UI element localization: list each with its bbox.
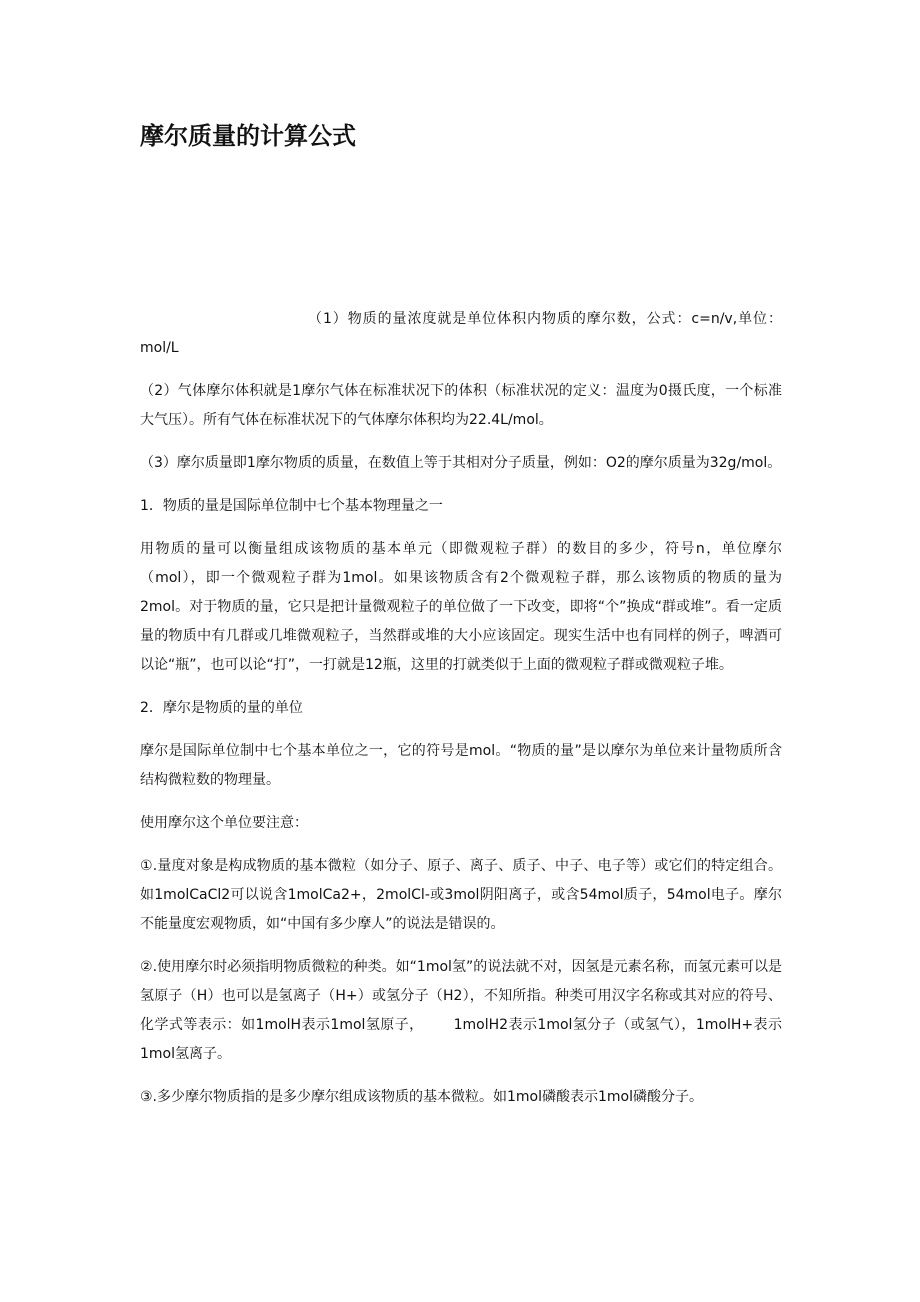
paragraph-usage-notes-heading: 使用摩尔这个单位要注意： bbox=[140, 815, 308, 831]
paragraph-note-2-part2: 1molH2表示1mol氢分子（或氢气），1molH+表示1mol氢离子。 bbox=[140, 1017, 782, 1062]
paragraph-note-2-part1: ②.使用摩尔时必须指明物质微粒的种类。如“1mol氢”的说法就不对，因氢是元素名称，而氢元素可以是氢原子（H）也可以是氢离子（H+）或氢分子（H2），不知所指。种类可用汉字名称或其对应的符号、化学式等表示：如1molH表示1mol氢原子， bbox=[140, 959, 782, 1033]
paragraph-note-2 bbox=[140, 953, 782, 1069]
section-heading-2: 2．摩尔是物质的量的单位 bbox=[140, 700, 303, 716]
paragraph-note-3: ③.多少摩尔物质指的是多少摩尔组成该物质的基本微粒。如1mol磷酸表示1mol磷酸分子。 bbox=[140, 1089, 703, 1105]
page-title: 摩尔质量的计算公式 bbox=[140, 122, 356, 150]
paragraph-amount-of-substance: 用物质的量可以衡量组成该物质的基本单元（即微观粒子群）的数目的多少，符号n，单位摩尔（mol），即一个微观粒子群为1mol。如果该物质含有2个微观粒子群，那么该物质的物质的量为2mol。对于物质的量，它只是把计量微观粒子的单位做了一下改变，即将“个”换成“群或堆”。看一定质量的物质中有几群或几堆微观粒子，当然群或堆的大小应该固定。现实生活中也有同样的例子，啤酒可以论“瓶”，也可以论“打”，一打就是12瓶，这里的打就类似于上面的微观粒子群或微观粒子堆。 bbox=[140, 541, 782, 673]
section-heading-1: 1．物质的量是国际单位制中七个基本物理量之一 bbox=[140, 498, 443, 514]
paragraph-molar-mass: （3）摩尔质量即1摩尔物质的质量，在数值上等于其相对分子质量，例如：O2的摩尔质量为32g/mol。 bbox=[140, 455, 782, 471]
paragraph-mole-unit: 摩尔是国际单位制中七个基本单位之一，它的符号是mol。“物质的量”是以摩尔为单位来计量物质所含结构微粒数的物理量。 bbox=[140, 743, 782, 788]
paragraph-gas-molar-volume: （2）气体摩尔体积就是1摩尔气体在标准状况下的体积（标准状况的定义：温度为0摄氏度，一个标准大气压）。所有气体在标准状况下的气体摩尔体积均为22.4L/mol。 bbox=[140, 383, 782, 428]
document-body bbox=[140, 305, 782, 1126]
paragraph-molar-concentration: （1）物质的量浓度就是单位体积内物质的摩尔数，公式：c=n/v,单位：mol/L bbox=[140, 311, 782, 356]
paragraph-note-1: ①.量度对象是构成物质的基本微粒（如分子、原子、离子、质子、中子、电子等）或它们的特定组合。如1molCaCl2可以说含1molCa2+，2molCl-或3mol阴阳离子，或含54mol质子，54mol电子。摩尔不能量度宏观物质，如“中国有多少摩人”的说法是错误的。 bbox=[140, 858, 782, 932]
